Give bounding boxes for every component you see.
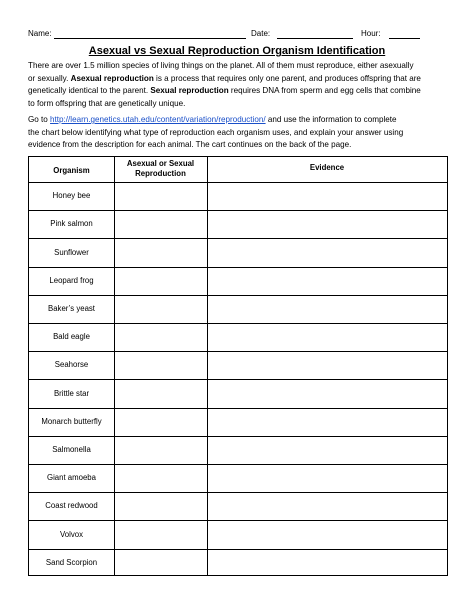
instructions-line: the chart below identifying what type of reproduction each organism uses, and explain your answer using [28, 127, 404, 137]
reproduction-type-cell[interactable] [115, 352, 206, 378]
name-label: Name: [28, 29, 52, 38]
evidence-cell[interactable] [208, 437, 446, 463]
organism-name: Volvox [60, 529, 83, 539]
organism-name: Sand Scorpion [45, 557, 98, 567]
organism-name: Pink salmon [50, 219, 93, 229]
evidence-cell[interactable] [208, 296, 446, 322]
date-blank[interactable] [277, 38, 353, 39]
reproduction-type-cell[interactable] [115, 324, 206, 350]
reproduction-type-cell[interactable] [115, 521, 206, 547]
header-reproduction-line: Reproduction [135, 168, 186, 178]
intro-paragraph [28, 60, 448, 110]
reproduction-type-cell[interactable] [115, 183, 206, 209]
organism-name: Monarch butterfly [41, 416, 102, 426]
header-evidence: Evidence [309, 163, 345, 172]
evidence-cell[interactable] [208, 324, 446, 350]
organism-name: Coast redwood [45, 501, 98, 511]
intro-text: or sexually. [28, 73, 71, 83]
genetics-link[interactable]: http://learn.genetics.utah.edu/content/variation/reproduction/ [50, 115, 266, 124]
organism-name: Sunflower [54, 247, 89, 257]
reproduction-table [28, 156, 448, 576]
evidence-cell[interactable] [208, 211, 446, 237]
organism-name: Seahorse [54, 360, 89, 370]
name-blank[interactable] [54, 38, 246, 39]
reproduction-type-cell[interactable] [115, 268, 206, 294]
evidence-cell[interactable] [208, 493, 446, 519]
reproduction-type-cell[interactable] [115, 211, 206, 237]
header-organism: Organism [53, 166, 90, 175]
date-label: Date: [251, 29, 271, 38]
page-title: Asexual vs Sexual Reproduction Organism Identification [88, 45, 386, 57]
evidence-cell[interactable] [208, 521, 446, 547]
asexual-term: Asexual reproduction [70, 73, 154, 83]
reproduction-type-cell[interactable] [115, 380, 206, 406]
intro-text: genetically identical to the parent. [28, 86, 151, 96]
reproduction-type-cell[interactable] [115, 409, 206, 435]
intro-line [28, 73, 448, 86]
intro-text: requires DNA from sperm and egg cells that combine [228, 86, 421, 96]
reproduction-type-cell[interactable] [115, 437, 206, 463]
reproduction-type-cell[interactable] [115, 493, 206, 519]
organism-name: Leopard frog [49, 275, 94, 285]
hour-label: Hour: [361, 29, 381, 38]
evidence-cell[interactable] [208, 239, 446, 265]
organism-name: Salmonella [52, 444, 91, 454]
organism-name: Bald eagle [53, 332, 90, 342]
instructions-paragraph [28, 114, 448, 152]
organism-name: Baker’s yeast [48, 303, 95, 313]
evidence-cell[interactable] [208, 268, 446, 294]
hour-blank[interactable] [389, 38, 420, 39]
reproduction-type-cell[interactable] [115, 296, 206, 322]
sexual-term: Sexual reproduction [150, 86, 229, 96]
organism-name: Giant amoeba [47, 473, 96, 483]
organism-name: Honey bee [52, 191, 91, 201]
instructions-line [28, 114, 448, 127]
intro-line [28, 85, 448, 98]
reproduction-type-cell[interactable] [115, 239, 206, 265]
intro-line: There are over 1.5 million species of living things on the planet. All of them must reproduce, either asexually [28, 61, 414, 70]
evidence-cell[interactable] [208, 550, 446, 576]
instructions-text: Go to [28, 115, 51, 124]
evidence-cell[interactable] [208, 380, 446, 406]
header-reproduction-line: Asexual or Sexual [126, 159, 195, 168]
evidence-cell[interactable] [208, 465, 446, 491]
evidence-cell[interactable] [208, 409, 446, 435]
reproduction-type-cell[interactable] [115, 465, 206, 491]
reproduction-type-cell[interactable] [115, 550, 206, 576]
intro-line: to form offspring that are genetically unique. [28, 98, 186, 108]
evidence-cell[interactable] [208, 352, 446, 378]
student-info-header [0, 28, 474, 40]
intro-text: is a process that requires only one parent, and produces offspring that are [153, 73, 421, 83]
instructions-line: evidence from the description for each animal. The cart continues on the back of the page. [28, 140, 352, 150]
instructions-text: and use the information to complete [265, 115, 397, 124]
evidence-cell[interactable] [208, 183, 446, 209]
header-reproduction-type [114, 159, 207, 178]
organism-name: Brittle star [53, 388, 90, 398]
